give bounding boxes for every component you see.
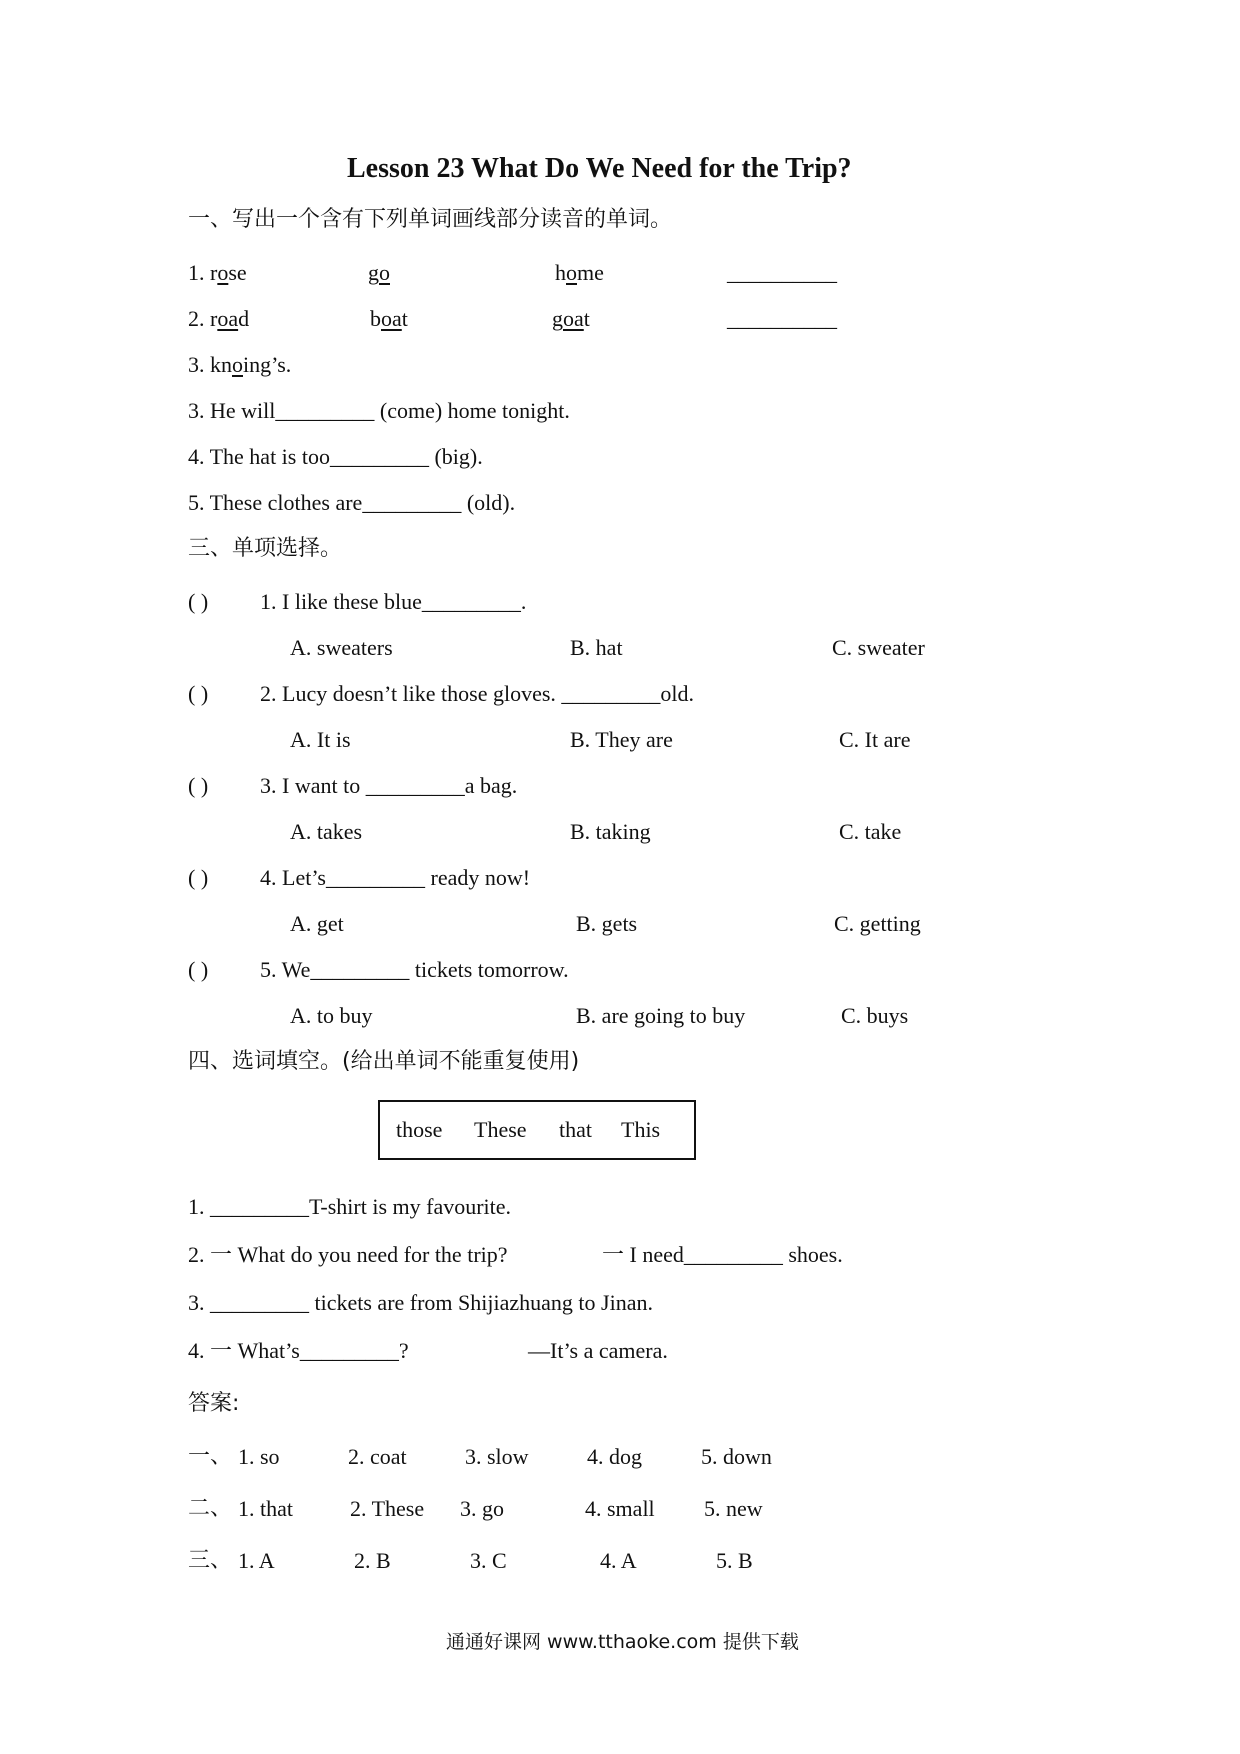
question-4-paren[interactable]: ( ) [188, 865, 209, 890]
answers-row1-label: 一、 [188, 1444, 233, 1469]
question-4-option-a[interactable]: A. get [290, 911, 344, 936]
answer-item: 3. slow [465, 1444, 529, 1469]
section1-row3: 3. knoing’s. [188, 352, 292, 377]
answer-item: 3. go [460, 1496, 504, 1521]
answer-item: 1. A [238, 1548, 275, 1573]
question-3-option-b[interactable]: B. taking [570, 819, 651, 844]
answer-item: 5. B [716, 1548, 753, 1573]
answers-row3-label: 三、 [188, 1548, 233, 1573]
question-4-option-c[interactable]: C. getting [834, 911, 921, 936]
section1-row1-word2: go [368, 260, 390, 285]
question-2-option-a[interactable]: A. It is [290, 727, 351, 752]
question-1-option-c[interactable]: C. sweater [832, 635, 925, 660]
section4-item-2-question: 2. 一 What do you need for the trip? [188, 1242, 508, 1267]
question-2-option-b[interactable]: B. They are [570, 727, 673, 752]
section2-item-3: 3. He will_________ (come) home tonight. [188, 398, 570, 423]
answers-row2-label: 二、 [188, 1496, 233, 1521]
section4-item-4-answer: —It’s a camera. [528, 1338, 668, 1363]
section1-row2-word1: 2. road [188, 306, 250, 331]
question-2-paren[interactable]: ( ) [188, 681, 209, 706]
answer-item: 2. B [354, 1548, 391, 1573]
question-3-option-c[interactable]: C. take [839, 819, 902, 844]
question-5-paren[interactable]: ( ) [188, 957, 209, 982]
section1-row1-word1: 1. rose [188, 260, 247, 285]
section1-row1-blank[interactable]: __________ [727, 260, 837, 285]
answer-blank[interactable]: _________ [362, 490, 462, 515]
question-5-option-a[interactable]: A. to buy [290, 1003, 373, 1028]
answer-item: 2. coat [348, 1444, 407, 1469]
answer-item: 4. A [600, 1548, 637, 1573]
word-bank-word-4: This [621, 1117, 661, 1142]
question-5-text: 5. We_________ tickets tomorrow. [260, 957, 569, 982]
answer-item: 4. small [585, 1496, 655, 1521]
question-3-text: 3. I want to _________a bag. [260, 773, 518, 798]
page-title: Lesson 23 What Do We Need for the Trip? [347, 153, 852, 184]
answer-item: 5. new [704, 1496, 763, 1521]
question-5-option-c[interactable]: C. buys [841, 1003, 909, 1028]
answer-blank[interactable]: _________ [275, 398, 375, 423]
section4-item-2-answer: 一 I need_________ shoes. [602, 1242, 843, 1267]
question-4-text: 4. Let’s_________ ready now! [260, 865, 531, 890]
section2-item-5: 5. These clothes are_________ (old). [188, 490, 516, 515]
section1-row2-word3: goat [552, 306, 590, 331]
question-1-text: 1. I like these blue_________. [260, 589, 527, 614]
answer-item: 1. that [238, 1496, 293, 1521]
section4-heading: 四、选词填空。(给出单词不能重复使用) [188, 1049, 580, 1074]
question-3-paren[interactable]: ( ) [188, 773, 209, 798]
question-3-option-a[interactable]: A. takes [290, 819, 363, 844]
answer-item: 1. so [238, 1444, 280, 1469]
word-bank-word-1: those [396, 1117, 443, 1142]
word-bank-word-3: that [559, 1117, 592, 1142]
footer-credit: 通通好课网 www.tthaoke.com 提供下载 [446, 1631, 799, 1653]
section2-item-4: 4. The hat is too_________ (big). [188, 444, 483, 469]
answer-item: 5. down [701, 1444, 772, 1469]
answer-item: 2. These [350, 1496, 425, 1521]
question-2-option-c[interactable]: C. It are [839, 727, 911, 752]
section1-heading: 一、写出一个含有下列单词画线部分读音的单词。 [188, 207, 673, 232]
question-1-option-b[interactable]: B. hat [570, 635, 623, 660]
question-4-option-b[interactable]: B. gets [576, 911, 638, 936]
word-bank-word-2: These [474, 1117, 527, 1142]
section3-heading: 三、单项选择。 [188, 536, 343, 561]
question-1-paren[interactable]: ( ) [188, 589, 209, 614]
section1-row2-blank[interactable]: __________ [727, 306, 837, 331]
question-5-option-b[interactable]: B. are going to buy [576, 1003, 746, 1028]
section4-item-3: 3. _________ tickets are from Shijiazhuang to Jinan. [188, 1290, 653, 1315]
section4-item-1: 1. _________T-shirt is my favourite. [188, 1194, 512, 1219]
answer-item: 4. dog [587, 1444, 642, 1469]
answer-blank[interactable]: _________ [329, 444, 429, 469]
question-1-option-a[interactable]: A. sweaters [290, 635, 393, 660]
answers-heading: 答案: [188, 1391, 240, 1416]
section4-item-4-question: 4. 一 What’s_________? [188, 1338, 409, 1363]
section1-row2-word2: boat [370, 306, 408, 331]
section1-row1-word3: home [555, 260, 604, 285]
answer-item: 3. C [470, 1548, 507, 1573]
question-2-text: 2. Lucy doesn’t like those gloves. _________old. [260, 681, 695, 706]
